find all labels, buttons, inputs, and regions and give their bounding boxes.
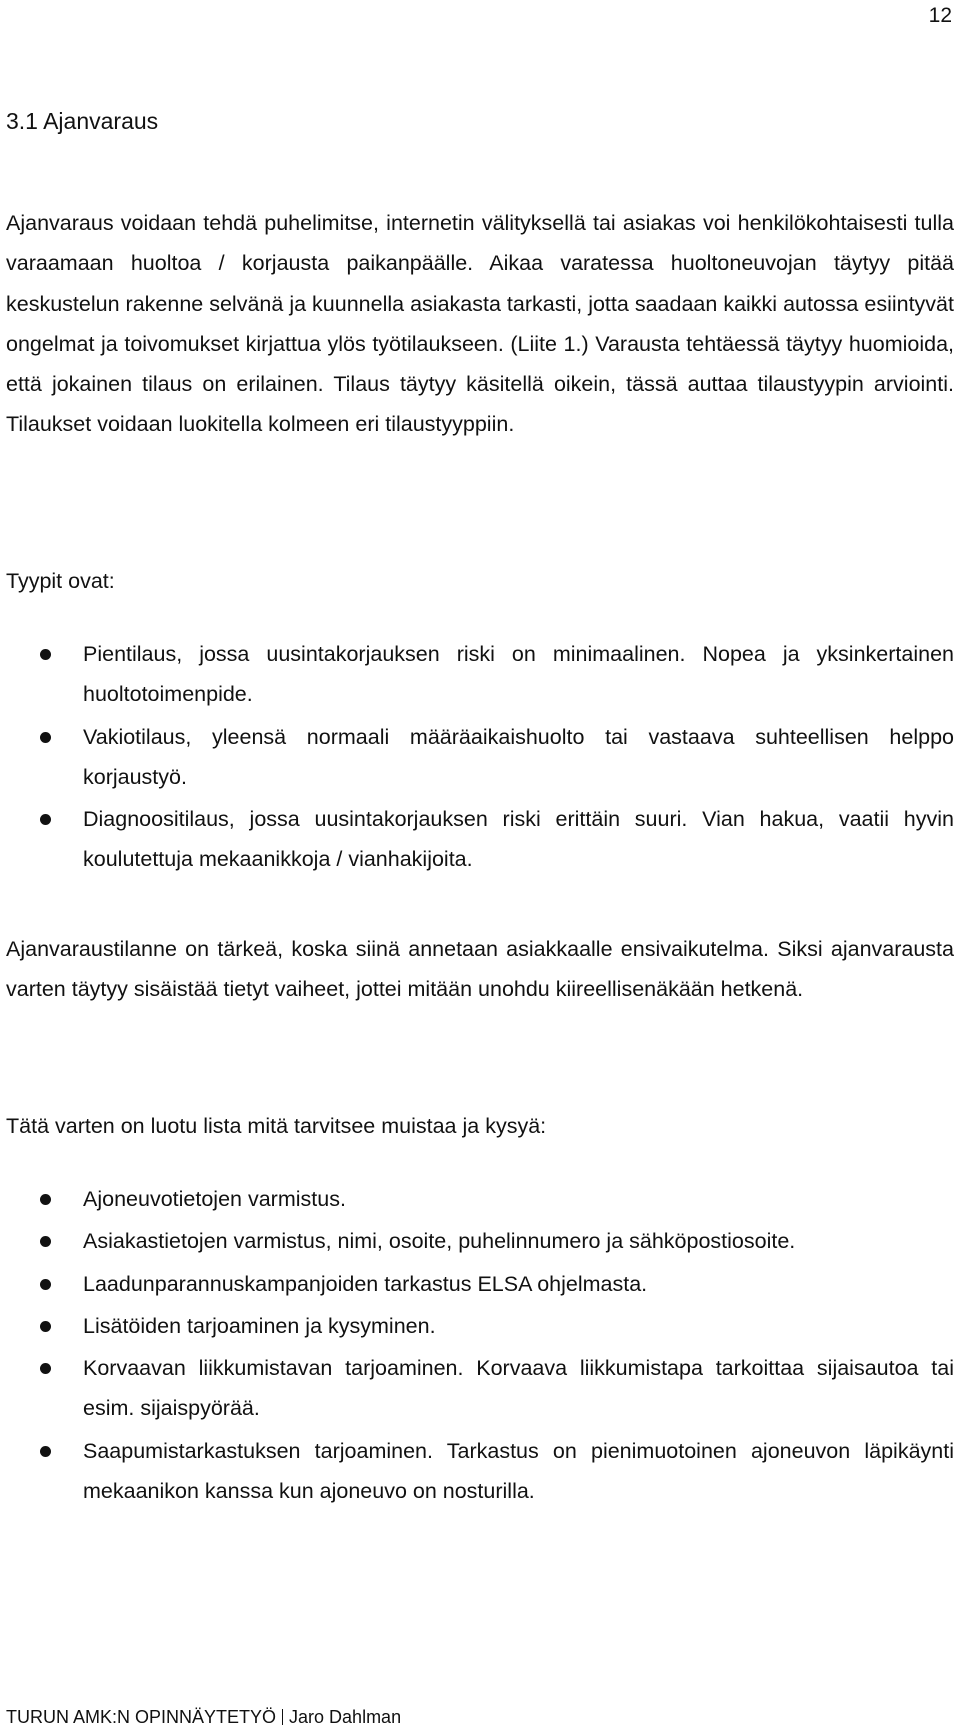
bullet-icon [40,1194,51,1205]
footer-author: Jaro Dahlman [289,1707,402,1727]
bullet-icon [40,732,51,743]
list-item-text: Vakiotilaus, yleensä normaali määräaikaishuolto tai vastaava suhteellisen helppo korjaustyö. [83,724,954,789]
list-item [0,1348,954,1429]
section-heading: 3.1 Ajanvaraus [6,108,159,134]
list-item [0,1264,954,1304]
paragraph-first-impression: Ajanvaraustilanne on tärkeä, koska siinä annetaan asiakkaalle ensivaikutelma. Siksi ajanvarausta varten täytyy sisäistää tietyt vaiheet, jottei mitään unohdu kiireellisenäkään hetkenä. [6,937,954,1002]
types-list [0,634,954,882]
paragraph-checklist-intro: Tätä varten on luotu lista mitä tarvitsee muistaa ja kysyä: [6,1114,547,1138]
list-item-text: Asiakastietojen varmistus, nimi, osoite, puhelinnumero ja sähköpostiosoite. [83,1229,796,1254]
footer-separator [282,1709,283,1725]
bullet-icon [40,814,51,825]
list-item [0,1221,954,1261]
list-item-text: Pientilaus, jossa uusintakorjauksen riski on minimaalinen. Nopea ja yksinkertainen huoltotoimenpide. [83,642,954,707]
bullet-icon [40,649,51,660]
checklist [0,1179,954,1513]
paragraph-intro: Ajanvaraus voidaan tehdä puhelimitse, internetin välityksellä tai asiakas voi henkilökohtaisesti tulla varaamaan huoltoa / korjausta paikanpäälle. Aikaa varatessa huoltoneuvojan täytyy pitää keskustelun rakenne selvänä ja kuunnella asiakasta tarkasti, jotta saadaan kaikki autossa esiintyvät ongelmat ja toivomukset kirjattua ylös työtilaukseen. (Liite 1.) Varausta tehtäessä täytyy huomioida, että jokainen tilaus on erilainen. Tilaus täytyy käsitellä oikein, tässä auttaa tilaustyypin arviointi. Tilaukset voidaan luokitella kolmeen eri tilaustyyppiin. [6,211,954,437]
list-item [0,1431,954,1512]
list-item [0,1306,954,1346]
list-item-text: Laadunparannuskampanjoiden tarkastus ELSA ohjelmasta. [83,1271,648,1296]
bullet-icon [40,1446,51,1457]
bullet-icon [40,1321,51,1332]
list-item [0,1179,954,1219]
footer-institution: TURUN AMK:N OPINNÄYTETYÖ [6,1707,277,1727]
list-item-text: Ajoneuvotietojen varmistus. [83,1187,346,1211]
list-item-text: Saapumistarkastuksen tarjoaminen. Tarkastus on pienimuotoinen ajoneuvon läpikäynti mekaanikon kanssa kun ajoneuvo on nosturilla. [83,1438,954,1504]
bullet-icon [40,1279,51,1290]
paragraph-types-intro: Tyypit ovat: [6,569,115,593]
page-footer [6,1707,401,1728]
list-item [0,634,954,715]
list-item [0,717,954,798]
page-number: 12 [928,4,952,27]
list-item-text: Korvaavan liikkumistavan tarjoaminen. Korvaava liikkumistapa tarkoittaa sijaisautoa tai esim. sijaispyörää. [83,1356,954,1421]
list-item-text: Diagnoositilaus, jossa uusintakorjauksen riski erittäin suuri. Vian hakua, vaatii hyvin koulutettuja mekaanikkoja / vianhakijoita. [83,807,954,872]
bullet-icon [40,1363,51,1374]
list-item-text: Lisätöiden tarjoaminen ja kysyminen. [83,1313,436,1338]
list-item [0,799,954,880]
bullet-icon [40,1236,51,1247]
